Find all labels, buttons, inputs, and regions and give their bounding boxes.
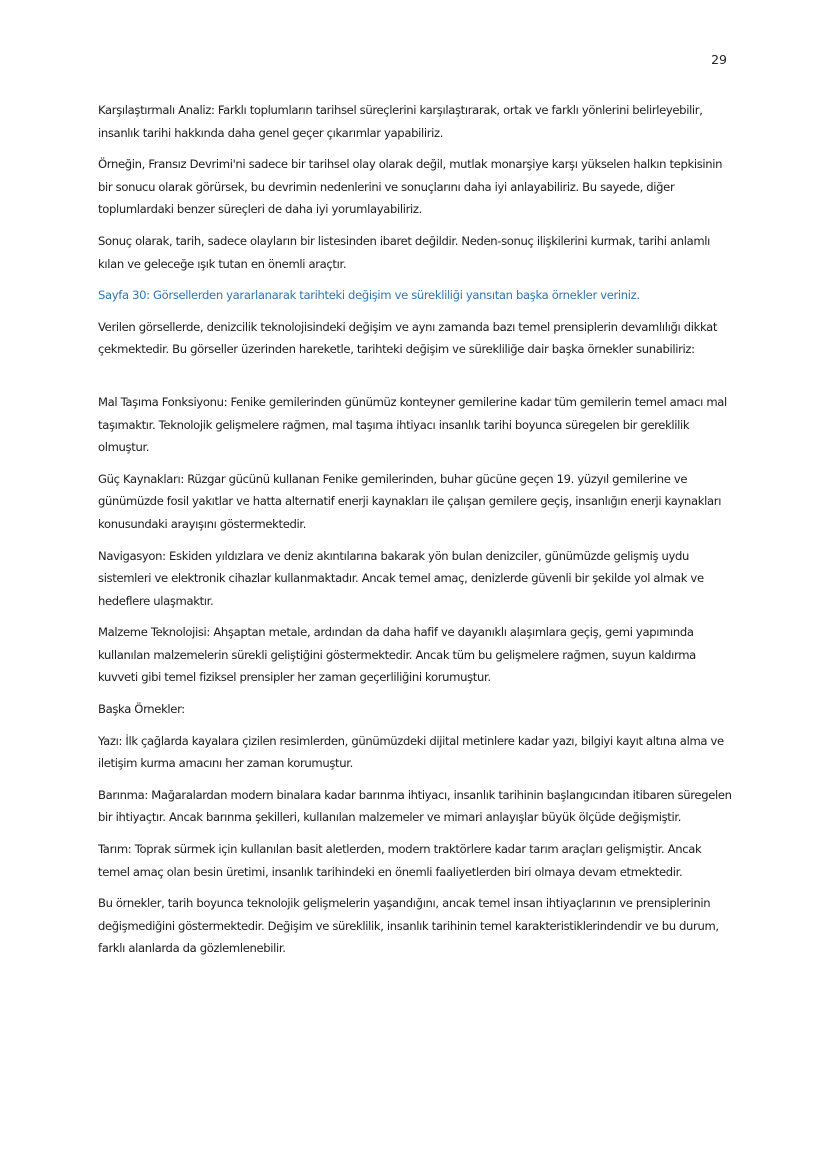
paragraph-summary: Bu örnekler, tarih boyunca teknolojik gelişmelerin yaşandığını, ancak temel insan ihtiyaçlarının ve prensiplerinin değişmediğini göstermektedir. Değişim ve süreklilik, insanlık tarihinin temel karakteristiklerindendir ve bu durum, farklı alanlarda da gözlemlenebilir. [98,896,719,956]
page-content [98,99,736,969]
paragraph-shelter: Barınma: Mağaralardan modern binalara kadar barınma ihtiyacı, insanlık tarihinin başlangıcından itibaren süregelen bir ihtiyaçtır. Ancak barınma şekilleri, kullanılan malzemeler ve mimari anlayışlar büyük ölçüde değişmiştir. [98,787,732,825]
paragraph-comparative-analysis: Karşılaştırmalı Analiz: Farklı toplumların tarihsel süreçlerini karşılaştırarak, ortak ve farklı yönlerini belirleyebilir, insanlık tarihi hakkında daha genel geçer çıkarımlar yapabiliriz. [98,103,703,140]
paragraph-conclusion: Sonuç olarak, tarih, sadece olayların bir listesinden ibaret değildir. Neden-sonuç ilişkilerini kurmak, tarihi anlamlı kılan ve geleceğe ışık tutan en önemli araçtır. [98,233,711,271]
paragraph-agriculture: Tarım: Toprak sürmek için kullanılan basit aletlerden, modern traktörlere kadar tarım araçları gelişmiştir. Ancak temel amaç olan besin üretimi, insanlık tarihindeki en önemli faaliyetlerden biri olmaya devam etmektedir. [98,842,702,879]
paragraph-cargo: Mal Taşıma Fonksiyonu: Fenike gemilerinden günümüz konteyner gemilerine kadar tüm gemilerin temel amacı mal taşımaktır. Teknolojik gelişmelere rağmen, mal taşıma ihtiyacı insanlık tarihi boyunca süregelen bir gereklilik olmuştur. [98,394,727,455]
page-number: 29 [711,52,727,67]
paragraph-other-examples-heading: Başka Örnekler: [98,702,185,717]
paragraph-writing: Yazı: İlk çağlarda kayalara çizilen resimlerden, günümüzdeki dijital metinlere kadar yazı, bilgiyi kayıt altına alma ve iletişim kurma amacını her zaman korumuştur. [98,733,724,771]
paragraph-power-sources: Güç Kaynakları: Rüzgar gücünü kullanan Fenike gemilerinden, buhar gücüne geçen 19. yüzyıl gemilerine ve günümüzde fosil yakıtlar ve hatta alternatif enerji kaynakları ile çalışan gemilere geçiş, insanlığın enerji kaynakları konusundaki arayışını göstermektedir. [98,471,722,531]
paragraph-navigation: Navigasyon: Eskiden yıldızlara ve deniz akıntılarına bakarak yön bulan denizciler, günümüzde gelişmiş uydu sistemleri ve elektronik cihazlar kullanmaktadır. Ancak temel amaç, denizlerde güvenli bir şekilde yol almak ve hedeflere ulaşmaktır. [98,548,704,608]
paragraph-materials: Malzeme Teknolojisi: Ahşaptan metale, ardından da daha hafif ve dayanıklı alaşımlara geçiş, gemi yapımında kullanılan malzemelerin sürekli geliştiğini göstermektedir. Ancak tüm bu gelişmelere rağmen, suyun kaldırma kuvveti gibi temel fiziksel prensipler her zaman geçerliliğini korumuştur. [98,625,696,685]
paragraph-french-revolution: Örneğin, Fransız Devrimi'ni sadece bir tarihsel olay olarak değil, mutlak monarşiye karşı yükselen halkın tepkisinin bir sonucu olarak görürsek, bu devrimin nedenlerini ve sonuçlarını daha iyi anlayabiliriz. Bu sayede, diğer toplumlardaki benzer süreçleri de daha iyi yorumlayabiliriz. [98,157,723,217]
question-heading: Sayfa 30: Görsellerden yararlanarak tarihteki değişim ve sürekliliği yansıtan başka örnekler veriniz. [98,288,640,303]
paragraph-intro: Verilen görsellerde, denizcilik teknolojisindeki değişim ve aynı zamanda bazı temel prensiplerin devamlılığı dikkat çekmektedir. Bu görseller üzerinden hareketle, tarihteki değişim ve sürekliliğe dair başka örnekler sunabiliriz: [98,319,718,357]
